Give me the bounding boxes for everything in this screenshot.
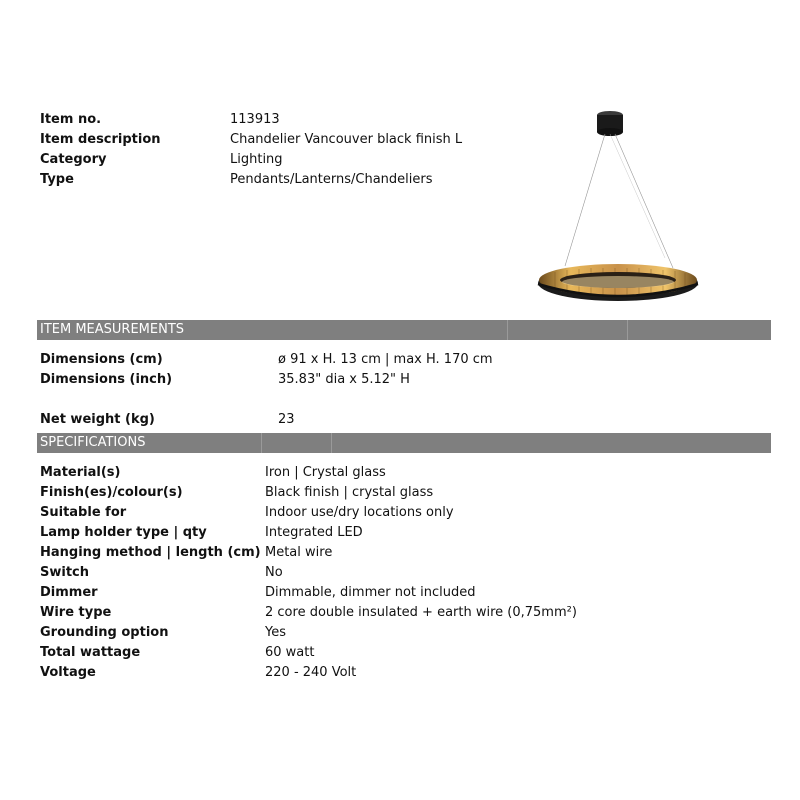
spec-value: Integrated LED [265, 525, 363, 540]
header-divider [331, 433, 332, 453]
spec-value: Yes [265, 625, 286, 640]
net-weight-label: Net weight (kg) [40, 412, 155, 427]
spec-value: 2 core double insulated + earth wire (0,75mm²) [265, 605, 577, 620]
category-value: Lighting [230, 152, 283, 167]
dimensions-cm-value: ø 91 x H. 13 cm | max H. 170 cm [278, 352, 493, 367]
spec-value: 60 watt [265, 645, 315, 660]
spec-label: Voltage [40, 665, 96, 680]
chandelier-image [525, 108, 715, 313]
dimensions-inch-label: Dimensions (inch) [40, 372, 173, 387]
header-divider [261, 433, 262, 453]
spec-label: Hanging method | length (cm) [40, 545, 261, 560]
spec-value: 220 - 240 Volt [265, 665, 357, 680]
spec-value: No [265, 565, 283, 580]
spec-label: Material(s) [40, 465, 121, 480]
spec-value: Indoor use/dry locations only [265, 505, 454, 520]
spec-label: Dimmer [40, 585, 98, 600]
item-description-value: Chandelier Vancouver black finish L [230, 132, 463, 147]
net-weight-value: 23 [278, 412, 295, 427]
spec-label: Switch [40, 565, 90, 580]
spec-label: Total wattage [40, 645, 141, 660]
dimensions-inch-value: 35.83" dia x 5.12" H [278, 372, 410, 387]
specifications-title: SPECIFICATIONS [40, 435, 146, 450]
item-measurements-title: ITEM MEASUREMENTS [40, 322, 185, 337]
spec-value: Black finish | crystal glass [265, 485, 434, 500]
item-description-label: Item description [40, 132, 161, 147]
spec-label: Lamp holder type | qty [40, 525, 207, 540]
header-divider [507, 320, 508, 340]
type-value: Pendants/Lanterns/Chandeliers [230, 172, 433, 187]
dimensions-cm-label: Dimensions (cm) [40, 352, 163, 367]
item-number-value: 113913 [230, 112, 280, 127]
specifications-header [37, 433, 771, 453]
item-number-label: Item no. [40, 112, 102, 127]
spec-label: Grounding option [40, 625, 169, 640]
spec-label: Wire type [40, 605, 112, 620]
header-divider [627, 320, 628, 340]
spec-value: Iron | Crystal glass [265, 465, 386, 480]
spec-label: Finish(es)/colour(s) [40, 485, 183, 500]
item-measurements-header [37, 320, 771, 340]
spec-label: Suitable for [40, 505, 127, 520]
spec-value: Metal wire [265, 545, 333, 560]
type-label: Type [40, 172, 74, 187]
category-label: Category [40, 152, 107, 167]
spec-value: Dimmable, dimmer not included [265, 585, 476, 600]
